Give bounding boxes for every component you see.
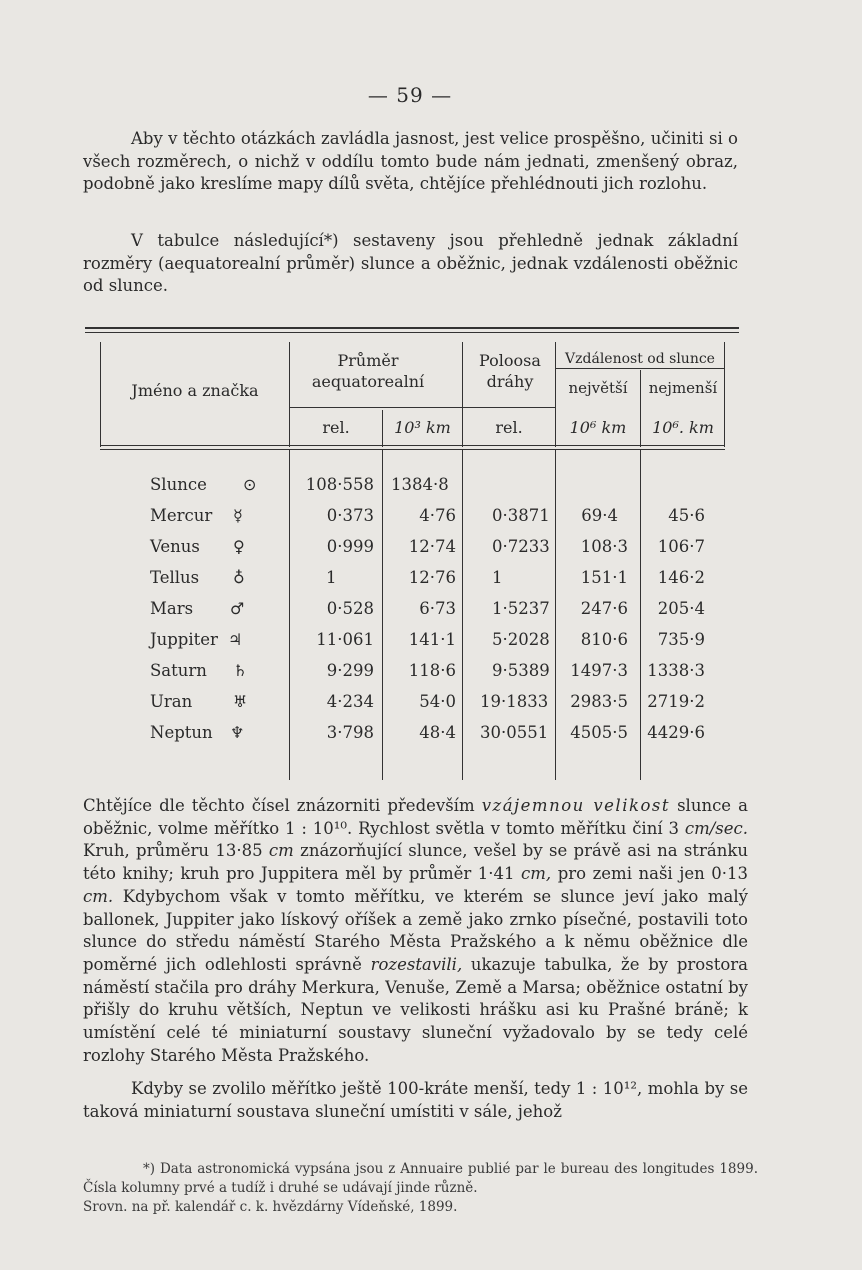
- diameter-km: 54·0: [419, 692, 456, 711]
- semi-axis: 19·1833: [480, 692, 549, 711]
- mercury-symbol-icon: ☿: [233, 506, 243, 525]
- diameter-rel: 0·373: [326, 506, 374, 525]
- diameter-km: 4·76: [419, 506, 456, 525]
- footnote: [83, 1160, 758, 1217]
- body-paragraph-1: Chtějíce dle těchto čísel znázorniti především vzájemnou velikost slunce a oběžnic, volme měřítko 1 : 10¹⁰. Rychlost světla v tomto měřítku činí 3 cm/sec. Kruh, průměru 13·85 cm znázorňující slunce, vešel by se právě asi na stránku této knihy; kruh pro Juppitera měl by průměr 1·41 cm, pro zemi naši jen 0·13 cm. Kdybychom však v tomto měřítku, ve kterém se slunce jeví jako malý ballonek, Juppiter jako lískový oříšek a země jako zrnko písečné, postavili toto slunce do středu náměstí Starého Města Pražského a k němu oběžnice dle poměrné jich odlehlosti správně rozestavili, ukazuje tabulka, že by prostora náměstí stačila pro dráhy Merkura, Venuše, Země a Marsa; oběžnice ostatní by přišly do kruhu větších, Neptun ve velikosti hrášku asi ku Prašné bráně; k umístění celé té miniaturní soustavy sluneční vyžadovalo by se tedy celé rozlohy Starého Města Pražského.: [83, 796, 748, 1065]
- uranus-symbol-icon: ♅: [233, 692, 248, 711]
- distance-min: 2719·2: [647, 692, 705, 711]
- diameter-rel: 108·558: [305, 475, 374, 494]
- diameter-rel: 0·528: [326, 599, 374, 618]
- diameter-km: 12·74: [408, 537, 456, 556]
- distance-max: 4505·5: [570, 723, 628, 742]
- planet-name: Tellus: [150, 568, 200, 587]
- unit-rel-axis: rel.: [495, 418, 523, 437]
- unit-km-diameter: 10³ km: [394, 418, 451, 437]
- diameter-rel: 3·798: [326, 723, 374, 742]
- mars-symbol-icon: ♂: [230, 599, 245, 618]
- intro-paragraph-1: Aby v těchto otázkách zavládla jasnost, jest velice prospěšno, učiniti si o všech rozměrech, o nichž v oddílu tomto bude nám jednati, zmenšený obraz, podobně jako kreslíme mapy dílů světa, chtějíce přehlédnouti jich rozlohu.: [83, 129, 738, 194]
- distance-max: 108·3: [580, 537, 628, 556]
- body-paragraph-2: Kdyby se zvolilo měřítko ještě 100-kráte menší, tedy 1 : 10¹², mohla by se taková miniaturní soustava sluneční umístiti v sále, jehož: [83, 1079, 748, 1121]
- distance-min: 45·6: [668, 506, 705, 525]
- earth-symbol-icon: ♁: [233, 568, 245, 587]
- diameter-km: 1384·8: [391, 475, 449, 494]
- sun-symbol-icon: ⊙: [243, 475, 257, 494]
- diameter-rel: 1: [326, 568, 337, 587]
- semi-axis: 1: [492, 568, 503, 587]
- venus-symbol-icon: ♀: [233, 537, 245, 556]
- semi-axis: 30·0551: [480, 723, 549, 742]
- diameter-km: 48·4: [419, 723, 456, 742]
- distance-min: 735·9: [657, 630, 705, 649]
- distance-max: 247·6: [580, 599, 628, 618]
- header-semi-axis: Poloosa dráhy: [479, 351, 541, 391]
- distance-min: 4429·6: [647, 723, 705, 742]
- distance-max: 810·6: [580, 630, 628, 649]
- unit-km-min: 10⁶. km: [652, 418, 714, 437]
- diameter-km: 12·76: [408, 568, 456, 587]
- diameter-km: 141·1: [408, 630, 456, 649]
- header-diameter: Průměr aequatorealní: [311, 351, 425, 391]
- planet-name: Venus: [150, 537, 200, 556]
- diameter-rel: 9·299: [326, 661, 374, 680]
- diameter-km: 118·6: [408, 661, 456, 680]
- footnote-line-1: *) Data astronomická vypsána jsou z Annuaire publié par le bureau des longitudes 1899. Čísla kolumny prvé a tudíž i druhé se udávají jinde různě.: [83, 1161, 758, 1196]
- distance-max: 69·4: [581, 506, 618, 525]
- distance-max: 1497·3: [570, 661, 628, 680]
- neptune-symbol-icon: ♆: [230, 723, 245, 742]
- distance-max: 2983·5: [570, 692, 628, 711]
- semi-axis: 0·3871: [492, 506, 550, 525]
- unit-km-max: 10⁶ km: [569, 418, 627, 437]
- diameter-rel: 11·061: [316, 630, 374, 649]
- planet-name: Uran: [150, 692, 193, 711]
- header-min: nejmenší: [648, 379, 718, 397]
- distance-max: 151·1: [580, 568, 628, 587]
- diameter-rel: 4·234: [326, 692, 374, 711]
- distance-min: 146·2: [657, 568, 705, 587]
- diameter-rel: 0·999: [326, 537, 374, 556]
- page-number: — 59 —: [367, 83, 453, 107]
- unit-rel-diameter: rel.: [322, 418, 350, 437]
- footnote-line-2: Srovn. na př. kalendář c. k. hvězdárny Vídeňské, 1899.: [83, 1199, 458, 1215]
- planet-name: Juppiter: [150, 630, 218, 649]
- diameter-km: 6·73: [419, 599, 456, 618]
- header-max: největší: [568, 379, 628, 397]
- planet-name: Mercur: [150, 506, 213, 525]
- intro-paragraph-2: V tabulce následující*) sestaveny jsou přehledně jednak základní rozměry (aequatorealní průměr) slunce a oběžnic, jednak vzdálenosti oběžnic od slunce.: [83, 231, 738, 296]
- semi-axis: 5·2028: [492, 630, 550, 649]
- planet-name: Saturn: [150, 661, 207, 680]
- jupiter-symbol-icon: ♃: [228, 630, 243, 649]
- planet-name: Neptun: [150, 723, 213, 742]
- planet-name: Mars: [150, 599, 194, 618]
- distance-min: 1338·3: [647, 661, 705, 680]
- semi-axis: 0·7233: [492, 537, 550, 556]
- semi-axis: 1·5237: [492, 599, 550, 618]
- saturn-symbol-icon: ♄: [233, 661, 248, 680]
- semi-axis: 9·5389: [492, 661, 550, 680]
- header-distance: Vzdálenost od slunce: [565, 351, 715, 367]
- planet-name: Slunce: [150, 475, 207, 494]
- distance-min: 106·7: [657, 537, 705, 556]
- distance-min: 205·4: [657, 599, 705, 618]
- header-name: Jméno a značka: [131, 381, 259, 400]
